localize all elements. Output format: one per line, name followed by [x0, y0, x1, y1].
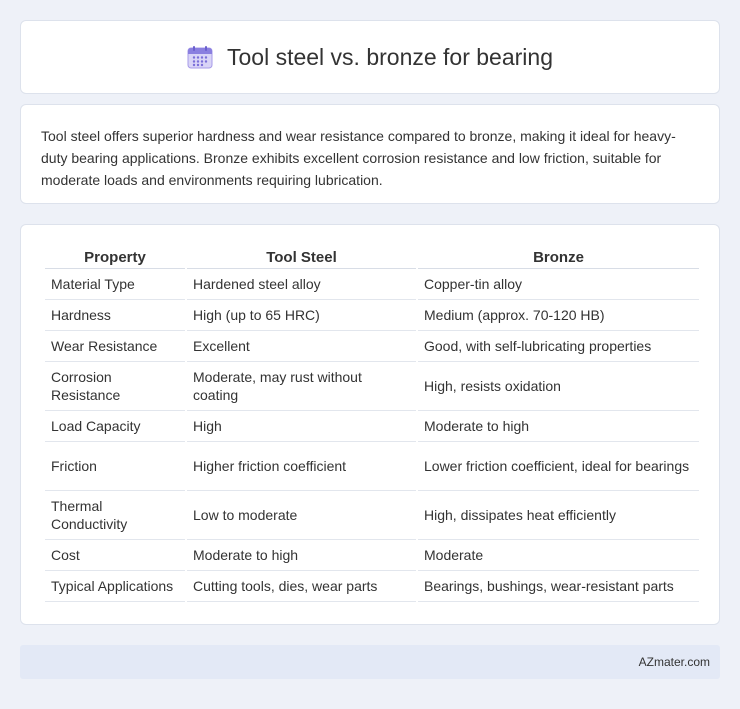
cell-bronze: Lower friction coefficient, ideal for bearings — [418, 442, 699, 491]
cell-bronze: Copper-tin alloy — [418, 269, 699, 300]
cell-tool-steel: Higher friction coefficient — [187, 442, 416, 491]
cell-bronze: Medium (approx. 70-120 HB) — [418, 300, 699, 331]
cell-tool-steel: High — [187, 411, 416, 442]
cell-property: Wear Resistance — [45, 331, 185, 362]
cell-tool-steel: Low to moderate — [187, 491, 416, 540]
cell-property: Hardness — [45, 300, 185, 331]
cell-tool-steel: Cutting tools, dies, wear parts — [187, 571, 416, 602]
footer-bar — [20, 645, 720, 679]
cell-bronze: High, dissipates heat efficiently — [418, 491, 699, 540]
table-row — [45, 411, 699, 442]
cell-bronze: Moderate — [418, 540, 699, 571]
cell-tool-steel: Moderate to high — [187, 540, 416, 571]
cell-tool-steel: High (up to 65 HRC) — [187, 300, 416, 331]
cell-bronze: Bearings, bushings, wear-resistant parts — [418, 571, 699, 602]
cell-bronze: High, resists oxidation — [418, 362, 699, 411]
comparison-table-card — [20, 224, 720, 625]
table-header-row — [45, 247, 699, 269]
table-row — [45, 491, 699, 540]
header-property: Property — [45, 247, 185, 269]
comparison-table — [43, 247, 701, 602]
cell-property: Typical Applications — [45, 571, 185, 602]
intro-text: Tool steel offers superior hardness and wear resistance compared to bronze, making it ideal for heavy-duty bearing applications. Bronze exhibits excellent corrosion resistance and low friction, suitable for moderate loads and environments requiring lubrication. — [41, 128, 676, 188]
table-row — [45, 300, 699, 331]
title-card — [20, 20, 720, 94]
header-tool-steel: Tool Steel — [187, 247, 416, 269]
table-row — [45, 442, 699, 491]
cell-property: Cost — [45, 540, 185, 571]
cell-bronze: Good, with self-lubricating properties — [418, 331, 699, 362]
header-bronze: Bronze — [418, 247, 699, 269]
intro-card — [20, 104, 720, 204]
table-row — [45, 571, 699, 602]
page-title: Tool steel vs. bronze for bearing — [226, 43, 553, 70]
table-row — [45, 269, 699, 300]
cell-property: Load Capacity — [45, 411, 185, 442]
cell-property: Thermal Conductivity — [45, 491, 185, 540]
calendar-icon — [187, 45, 213, 69]
footer-brand: AZmater.com — [638, 655, 710, 669]
cell-bronze: Moderate to high — [418, 411, 699, 442]
cell-tool-steel: Hardened steel alloy — [187, 269, 416, 300]
cell-tool-steel: Excellent — [187, 331, 416, 362]
cell-tool-steel: Moderate, may rust without coating — [187, 362, 416, 411]
table-row — [45, 331, 699, 362]
cell-property: Material Type — [45, 269, 185, 300]
table-row — [45, 362, 699, 411]
cell-property: Friction — [45, 442, 185, 491]
cell-property: Corrosion Resistance — [45, 362, 185, 411]
table-row — [45, 540, 699, 571]
